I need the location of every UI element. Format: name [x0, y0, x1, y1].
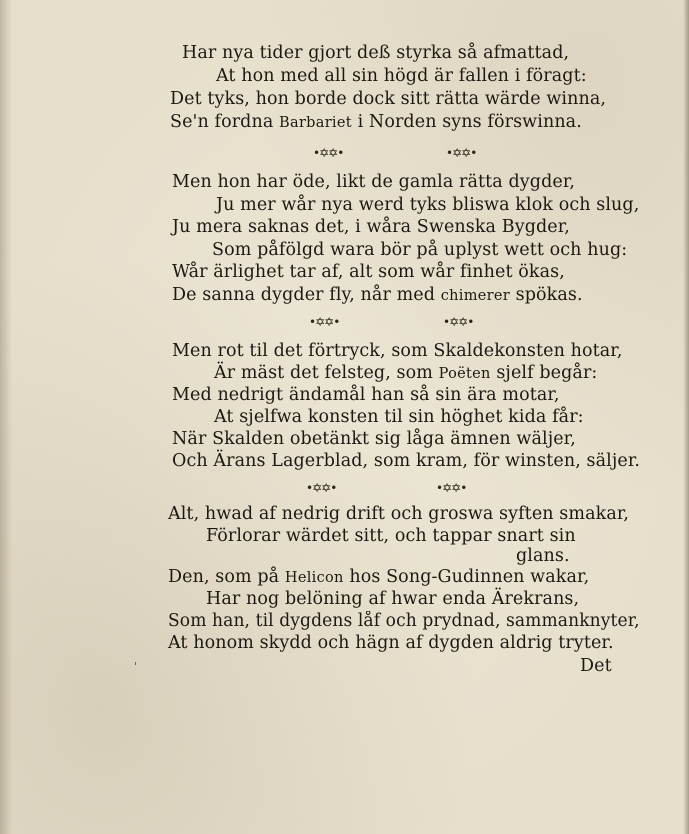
- verse-line: Men rot til det förtryck, som Skaldekonsten hotar,: [172, 341, 623, 361]
- verse-segment: i Norden syns förswinna.: [357, 112, 582, 132]
- ornament: •✡✡•: [306, 481, 337, 495]
- verse-segment: sjelf begår:: [496, 363, 598, 383]
- verse-line: Och Ärans Lagerblad, som kram, för winsten, säljer.: [172, 451, 641, 471]
- catchword: Det: [580, 656, 612, 676]
- verse-segment: De sanna dygder fly, når med: [172, 285, 436, 305]
- verse-line: Alt, hwad af nedrig drift och groswa syften smakar,: [168, 504, 630, 524]
- verse-line: [172, 284, 583, 307]
- margin-mark: ': [134, 660, 138, 673]
- ornament: •✡✡•: [446, 146, 477, 160]
- verse-line: Med nedrigt ändamål han så sin ära motar,: [172, 385, 560, 405]
- verse-segment: Se'n fordna: [170, 112, 274, 132]
- verse-line: At honom skydd och hägn af dygden aldrig tryter.: [168, 633, 614, 653]
- verse-line: Har nya tider gjort deß styrka så afmattad,: [182, 43, 570, 63]
- verse-roman-word: Poëten: [438, 366, 491, 382]
- verse-line: At sjelfwa konsten til sin höghet kida får:: [214, 407, 584, 427]
- verse-line: Men hon har öde, likt de gamla rätta dygder,: [172, 172, 576, 192]
- verse-line: När Skalden obetänkt sig låga ämnen wäljer,: [172, 429, 576, 449]
- verse-line: [170, 111, 582, 134]
- page-edge-right: [683, 0, 689, 834]
- verse-segment: Den, som på: [168, 567, 280, 587]
- verse-line: Har nog belöning af hwar enda Ärekrans,: [206, 589, 580, 609]
- verse-line: Som han, til dygdens låf och prydnad, sammanknyter,: [168, 611, 640, 631]
- verse-line: [214, 362, 597, 385]
- page-edge-left: [0, 0, 12, 834]
- verse-line: [168, 566, 589, 589]
- verse-line: Wår ärlighet tar af, alt som wår finhet ökas,: [172, 262, 565, 282]
- verse-segment: spökas.: [515, 285, 583, 305]
- verse-segment: Är mäst det felsteg, som: [214, 363, 433, 383]
- verse-roman-word: chimerer: [440, 288, 510, 304]
- verse-line-continuation: glans.: [516, 546, 570, 566]
- verse-line: Det tyks, hon borde dock sitt rätta wärde winna,: [170, 89, 607, 109]
- ornament: •✡✡•: [443, 315, 474, 329]
- verse-line: Ju mera saknas det, i wåra Swenska Bygder,: [172, 217, 570, 237]
- verse-segment: hos Song-Gudinnen wakar,: [349, 567, 590, 587]
- verse-roman-word: Barbariet: [279, 115, 352, 131]
- ornament: •✡✡•: [313, 146, 344, 160]
- verse-line: Som påfölgd wara bör på uplyst wett och hug:: [212, 240, 628, 260]
- ornament: •✡✡•: [436, 481, 467, 495]
- verse-line: At hon med all sin högd är fallen i föragt:: [216, 66, 587, 86]
- verse-line: Ju mer wår nya werd tyks bliswa klok och slug,: [216, 195, 640, 215]
- verse-line: Förlorar wärdet sitt, och tappar snart sin: [206, 526, 576, 546]
- ornament: •✡✡•: [309, 315, 340, 329]
- verse-roman-word: Helicon: [284, 570, 344, 586]
